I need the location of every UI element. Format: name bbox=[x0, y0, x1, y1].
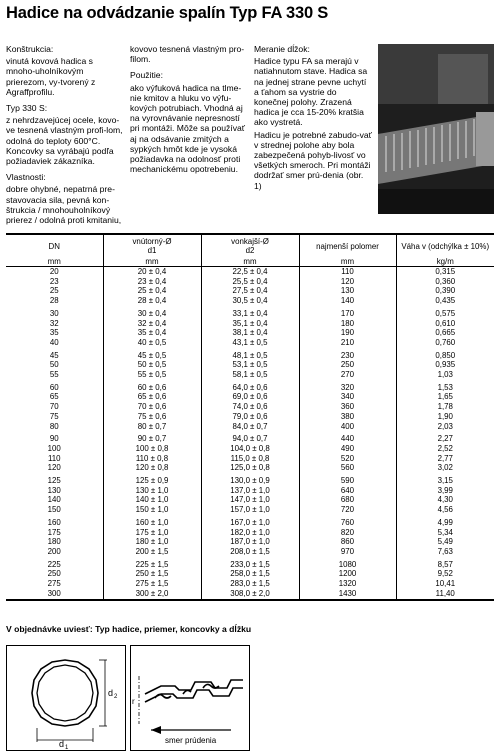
table-cell: 50 bbox=[49, 360, 59, 370]
order-instructions: V objednávke uviesť: Typ hadice, priemer, koncovky a dĺžku bbox=[6, 624, 252, 634]
header-inner-diameter: vnútorný-Ø d1 bbox=[103, 234, 201, 257]
table-cell: 90 ± 0,7 bbox=[103, 431, 201, 444]
table-cell: 80 ± 0,7 bbox=[103, 422, 201, 432]
table-cell: 1,78 bbox=[396, 402, 494, 412]
table-row bbox=[6, 444, 494, 454]
table-cell: 308,0 ± 2,0 bbox=[201, 589, 299, 600]
table-row bbox=[6, 380, 494, 393]
table-cell: 167,0 ± 1,0 bbox=[201, 515, 299, 528]
table-cell: 970 bbox=[299, 547, 396, 557]
flow-direction-figure bbox=[130, 645, 250, 751]
table-cell: 300 ± 2,0 bbox=[103, 589, 201, 600]
table-cell: 60 bbox=[49, 382, 59, 392]
table-cell: 250 ± 1,5 bbox=[103, 569, 201, 579]
table-cell: 680 bbox=[299, 495, 396, 505]
table-cell: 175 ± 1,0 bbox=[103, 528, 201, 538]
table-cell: 175 bbox=[47, 527, 61, 537]
table-cell: 250 bbox=[299, 360, 396, 370]
table-cell: 115,0 ± 0,8 bbox=[201, 454, 299, 464]
table-row bbox=[6, 505, 494, 515]
table-cell: 208,0 ± 1,5 bbox=[201, 547, 299, 557]
table-cell: 75 bbox=[49, 411, 59, 421]
table-cell: 490 bbox=[299, 444, 396, 454]
usage-text: ako výfuková hadica na tlme-nie kmitov a hluku vo výfu-kových potrubiach. Vhodná aj na vyrovnávanie nepresností pri montáži. Môže sa používať aj na odsávanie zmitých a sypkých hmôt kde je vysoká požiadavka na odolnosť proti mechanickému opotrebeniu. bbox=[130, 82, 245, 175]
table-cell: 1080 bbox=[299, 557, 396, 570]
product-photo bbox=[378, 44, 494, 214]
table-cell: 4,99 bbox=[396, 515, 494, 528]
measurement-heading: Meranie dĺžok: bbox=[254, 44, 310, 54]
table-cell: 130 bbox=[47, 485, 61, 495]
table-row bbox=[6, 286, 494, 296]
table-cell: 320 bbox=[299, 380, 396, 393]
table-cell: 11,40 bbox=[396, 589, 494, 600]
table-cell: 55 ± 0,5 bbox=[103, 370, 201, 380]
table-row bbox=[6, 495, 494, 505]
table-cell: 40 ± 0,5 bbox=[103, 338, 201, 348]
table-row bbox=[6, 370, 494, 380]
table-cell: 210 bbox=[299, 338, 396, 348]
table-cell: 35,1 ± 0,4 bbox=[201, 319, 299, 329]
table-row bbox=[6, 348, 494, 361]
table-cell: 84,0 ± 0,7 bbox=[201, 422, 299, 432]
table-row bbox=[6, 306, 494, 319]
d1-sub: 1 bbox=[65, 745, 69, 750]
table-cell: 147,0 ± 1,0 bbox=[201, 495, 299, 505]
table-row bbox=[6, 557, 494, 570]
table-cell: 38,1 ± 0,4 bbox=[201, 328, 299, 338]
table-cell: 110 ± 0,8 bbox=[103, 454, 201, 464]
table-cell: 2,77 bbox=[396, 454, 494, 464]
table-cell: 74,0 ± 0,6 bbox=[201, 402, 299, 412]
table-cell: 9,52 bbox=[396, 569, 494, 579]
header-weight: Váha v (odchýlka ± 10%) bbox=[396, 234, 494, 257]
table-cell: 760 bbox=[299, 515, 396, 528]
header-outer-diameter: vonkajší-Ø d2 bbox=[201, 234, 299, 257]
table-cell: 27,5 ± 0,4 bbox=[201, 286, 299, 296]
table-cell: 225 bbox=[47, 559, 61, 569]
table-cell: 3,15 bbox=[396, 473, 494, 486]
table-cell: 55 bbox=[49, 370, 59, 380]
table-cell: 0,935 bbox=[396, 360, 494, 370]
measurement-text: Hadice typu FA sa merajú v natiahnutom stave. Hadica sa na jednej strane pevne uchytí a ťahom sa vystrie do konečnej polohy. Zrazená hadica je cca 15-20% kratšia ako vystretá. bbox=[254, 56, 368, 128]
table-cell: 170 bbox=[299, 306, 396, 319]
table-cell: 225 ± 1,5 bbox=[103, 557, 201, 570]
header-min-radius: najmenší polomer bbox=[299, 234, 396, 257]
table-cell: 150 ± 1,0 bbox=[103, 505, 201, 515]
table-cell: 100 bbox=[47, 443, 61, 453]
table-cell: 30 ± 0,4 bbox=[103, 306, 201, 319]
table-cell: 1,03 bbox=[396, 370, 494, 380]
table-cell: 20 ± 0,4 bbox=[103, 267, 201, 277]
table-row bbox=[6, 463, 494, 473]
table-cell: 560 bbox=[299, 463, 396, 473]
table-cell: 5,34 bbox=[396, 528, 494, 538]
unit-inner: mm bbox=[103, 257, 201, 267]
table-cell: 22,5 ± 0,4 bbox=[201, 267, 299, 277]
table-row bbox=[6, 267, 494, 277]
table-cell: 120 ± 0,8 bbox=[103, 463, 201, 473]
table-cell: 110 bbox=[47, 453, 61, 463]
table-cell: 182,0 ± 1,0 bbox=[201, 528, 299, 538]
properties-text: dobre ohybné, nepatrná pre-stavovacia sila, pevná kon-štrukcia / mnohouholníkový prierez / odolná proti kmitaniu, bbox=[6, 184, 122, 226]
usage-heading: Použitie: bbox=[130, 70, 163, 81]
table-cell: 130,0 ± 0,9 bbox=[201, 473, 299, 486]
table-cell: 23 ± 0,4 bbox=[103, 277, 201, 287]
table-row bbox=[6, 515, 494, 528]
table-cell: 340 bbox=[299, 392, 396, 402]
table-cell: 0,360 bbox=[396, 277, 494, 287]
table-cell: 200 bbox=[47, 546, 61, 556]
table-cell: 80 bbox=[49, 421, 59, 431]
type-text: z nehrdzavejúcej ocele, kovo-ve tesnená vlastným profi-lom, odolná do teploty 600°C. Koncovky sa vyrábajú podľa požiadaviek zákazníka. bbox=[6, 115, 123, 167]
table-cell: 1430 bbox=[299, 589, 396, 600]
d1-label: d bbox=[59, 739, 65, 749]
measurement-column bbox=[254, 44, 372, 193]
table-cell: 90 bbox=[49, 434, 59, 444]
table-cell: 1320 bbox=[299, 579, 396, 589]
table-cell: 137,0 ± 1,0 bbox=[201, 486, 299, 496]
table-cell: 65 ± 0,6 bbox=[103, 392, 201, 402]
table-cell: 35 bbox=[49, 328, 59, 338]
table-cell: 187,0 ± 1,0 bbox=[201, 537, 299, 547]
table-cell: 5,49 bbox=[396, 537, 494, 547]
table-cell: 100 ± 0,8 bbox=[103, 444, 201, 454]
table-cell: 130 ± 1,0 bbox=[103, 486, 201, 496]
table-cell: 4,30 bbox=[396, 495, 494, 505]
table-cell: 125,0 ± 0,8 bbox=[201, 463, 299, 473]
table-cell: 30 bbox=[49, 308, 59, 318]
table-cell: 32 ± 0,4 bbox=[103, 319, 201, 329]
table-row bbox=[6, 569, 494, 579]
table-cell: 120 bbox=[47, 463, 61, 473]
table-cell: 0,850 bbox=[396, 348, 494, 361]
table-cell: 2,27 bbox=[396, 431, 494, 444]
table-cell: 640 bbox=[299, 486, 396, 496]
table-cell: 0,610 bbox=[396, 319, 494, 329]
table-cell: 1,65 bbox=[396, 392, 494, 402]
table-cell: 0,435 bbox=[396, 296, 494, 306]
construction-column bbox=[6, 44, 124, 227]
table-cell: 2,03 bbox=[396, 422, 494, 432]
table-cell: 590 bbox=[299, 473, 396, 486]
installation-text: Hadicu je potrebné zabudo-vať v strednej polohe aby bola zabezpečená pohyb-livosť vo všetkých smeroch. Pri montáži dodržať smer prú-denia (obr. 1) bbox=[254, 129, 372, 191]
table-cell: 380 bbox=[299, 412, 396, 422]
table-cell: 200 ± 1,5 bbox=[103, 547, 201, 557]
table-cell: 3,02 bbox=[396, 463, 494, 473]
table-cell: 283,0 ± 1,5 bbox=[201, 579, 299, 589]
table-cell: 32 bbox=[49, 318, 59, 328]
table-row bbox=[6, 473, 494, 486]
table-cell: 28 ± 0,4 bbox=[103, 296, 201, 306]
table-cell: 53,1 ± 0,5 bbox=[201, 360, 299, 370]
construction-text: vinutá kovová hadica s mnoho-uholníkovým prierezom, vy-tvorený z Agraffprofilu. bbox=[6, 56, 96, 97]
table-cell: 140 bbox=[47, 495, 61, 505]
table-cell: 1200 bbox=[299, 569, 396, 579]
table-cell: 157,0 ± 1,0 bbox=[201, 505, 299, 515]
table-cell: 230 bbox=[299, 348, 396, 361]
table-cell: 75 ± 0,6 bbox=[103, 412, 201, 422]
table-cell: 104,0 ± 0,8 bbox=[201, 444, 299, 454]
table-row bbox=[6, 537, 494, 547]
radius-label: r bbox=[132, 697, 135, 706]
table-cell: 7,63 bbox=[396, 547, 494, 557]
table-cell: 275 bbox=[47, 579, 61, 589]
table-row bbox=[6, 486, 494, 496]
table-cell: 25 bbox=[49, 286, 59, 296]
table-cell: 440 bbox=[299, 431, 396, 444]
table-cell: 180 bbox=[47, 537, 61, 547]
table-cell: 233,0 ± 1,5 bbox=[201, 557, 299, 570]
table-cell: 180 ± 1,0 bbox=[103, 537, 201, 547]
table-cell: 125 bbox=[47, 476, 61, 486]
table-cell: 64,0 ± 0,6 bbox=[201, 380, 299, 393]
table-row bbox=[6, 328, 494, 338]
table-cell: 35 ± 0,4 bbox=[103, 328, 201, 338]
table-cell: 0,575 bbox=[396, 306, 494, 319]
table-row bbox=[6, 319, 494, 329]
table-cell: 860 bbox=[299, 537, 396, 547]
table-row bbox=[6, 528, 494, 538]
table-row bbox=[6, 338, 494, 348]
table-cell: 190 bbox=[299, 328, 396, 338]
table-cell: 140 ± 1,0 bbox=[103, 495, 201, 505]
table-cell: 275 ± 1,5 bbox=[103, 579, 201, 589]
table-cell: 0,315 bbox=[396, 267, 494, 277]
table-row bbox=[6, 454, 494, 464]
table-cell: 130 bbox=[299, 286, 396, 296]
dimension-table bbox=[6, 233, 494, 601]
table-cell: 10,41 bbox=[396, 579, 494, 589]
table-row bbox=[6, 431, 494, 444]
usage-column bbox=[130, 44, 248, 176]
unit-dn: mm bbox=[6, 257, 103, 267]
properties-heading: Vlastnosti: bbox=[6, 172, 46, 183]
table-cell: 94,0 ± 0,7 bbox=[201, 431, 299, 444]
table-cell: 400 bbox=[299, 422, 396, 432]
table-cell: 0,760 bbox=[396, 338, 494, 348]
type-heading: Typ 330 S: bbox=[6, 103, 48, 114]
table-cell: 270 bbox=[299, 370, 396, 380]
table-cell: 30,5 ± 0,4 bbox=[201, 296, 299, 306]
table-cell: 180 bbox=[299, 319, 396, 329]
table-cell: 48,1 ± 0,5 bbox=[201, 348, 299, 361]
table-cell: 43,1 ± 0,5 bbox=[201, 338, 299, 348]
table-row bbox=[6, 412, 494, 422]
table-cell: 45 ± 0,5 bbox=[103, 348, 201, 361]
table-cell: 4,56 bbox=[396, 505, 494, 515]
table-row bbox=[6, 547, 494, 557]
properties-continued: kovovo tesnená vlastným pro-filom. bbox=[130, 44, 245, 65]
table-row bbox=[6, 402, 494, 412]
table-cell: 25 ± 0,4 bbox=[103, 286, 201, 296]
table-cell: 20 bbox=[49, 267, 59, 276]
table-cell: 120 bbox=[299, 277, 396, 287]
table-row bbox=[6, 422, 494, 432]
d2-label: d bbox=[108, 688, 114, 698]
table-row bbox=[6, 296, 494, 306]
table-cell: 3,99 bbox=[396, 486, 494, 496]
table-row bbox=[6, 579, 494, 589]
construction-heading: Konštrukcia: bbox=[6, 44, 54, 54]
table-cell: 720 bbox=[299, 505, 396, 515]
flow-direction-label: smer prúdenia bbox=[165, 736, 217, 745]
table-cell: 79,0 ± 0,6 bbox=[201, 412, 299, 422]
table-row bbox=[6, 589, 494, 600]
table-cell: 28 bbox=[49, 296, 59, 306]
table-cell: 520 bbox=[299, 454, 396, 464]
table-cell: 2,52 bbox=[396, 444, 494, 454]
table-cell: 1,90 bbox=[396, 412, 494, 422]
table-cell: 0,665 bbox=[396, 328, 494, 338]
table-cell: 23 bbox=[49, 276, 59, 286]
table-cell: 125 ± 0,9 bbox=[103, 473, 201, 486]
table-cell: 45 bbox=[49, 350, 59, 360]
table-cell: 0,390 bbox=[396, 286, 494, 296]
table-cell: 258,0 ± 1,5 bbox=[201, 569, 299, 579]
unit-radius: mm bbox=[299, 257, 396, 267]
header-dn: DN bbox=[6, 234, 103, 257]
cross-section-figure bbox=[6, 645, 126, 751]
table-cell: 65 bbox=[49, 392, 59, 402]
table-cell: 160 bbox=[47, 517, 61, 527]
table-cell: 160 ± 1,0 bbox=[103, 515, 201, 528]
table-row bbox=[6, 392, 494, 402]
table-cell: 25,5 ± 0,4 bbox=[201, 277, 299, 287]
table-row bbox=[6, 360, 494, 370]
table-cell: 250 bbox=[47, 569, 61, 579]
table-cell: 50 ± 0,5 bbox=[103, 360, 201, 370]
table-cell: 60 ± 0,6 bbox=[103, 380, 201, 393]
table-cell: 33,1 ± 0,4 bbox=[201, 306, 299, 319]
unit-weight: kg/m bbox=[396, 257, 494, 267]
table-cell: 110 bbox=[299, 267, 396, 277]
table-cell: 820 bbox=[299, 528, 396, 538]
table-cell: 300 bbox=[6, 589, 103, 600]
table-cell: 58,1 ± 0,5 bbox=[201, 370, 299, 380]
unit-outer: mm bbox=[201, 257, 299, 267]
table-cell: 40 bbox=[49, 337, 59, 347]
table-cell: 70 ± 0,6 bbox=[103, 402, 201, 412]
table-row bbox=[6, 277, 494, 287]
table-cell: 1,53 bbox=[396, 380, 494, 393]
d2-sub: 2 bbox=[114, 694, 118, 700]
table-cell: 150 bbox=[47, 505, 61, 515]
table-cell: 140 bbox=[299, 296, 396, 306]
table-cell: 69,0 ± 0,6 bbox=[201, 392, 299, 402]
table-cell: 70 bbox=[49, 402, 59, 412]
table-cell: 360 bbox=[299, 402, 396, 412]
page-title: Hadice na odvádzanie spalín Typ FA 330 S bbox=[6, 4, 329, 22]
table-cell: 8,57 bbox=[396, 557, 494, 570]
